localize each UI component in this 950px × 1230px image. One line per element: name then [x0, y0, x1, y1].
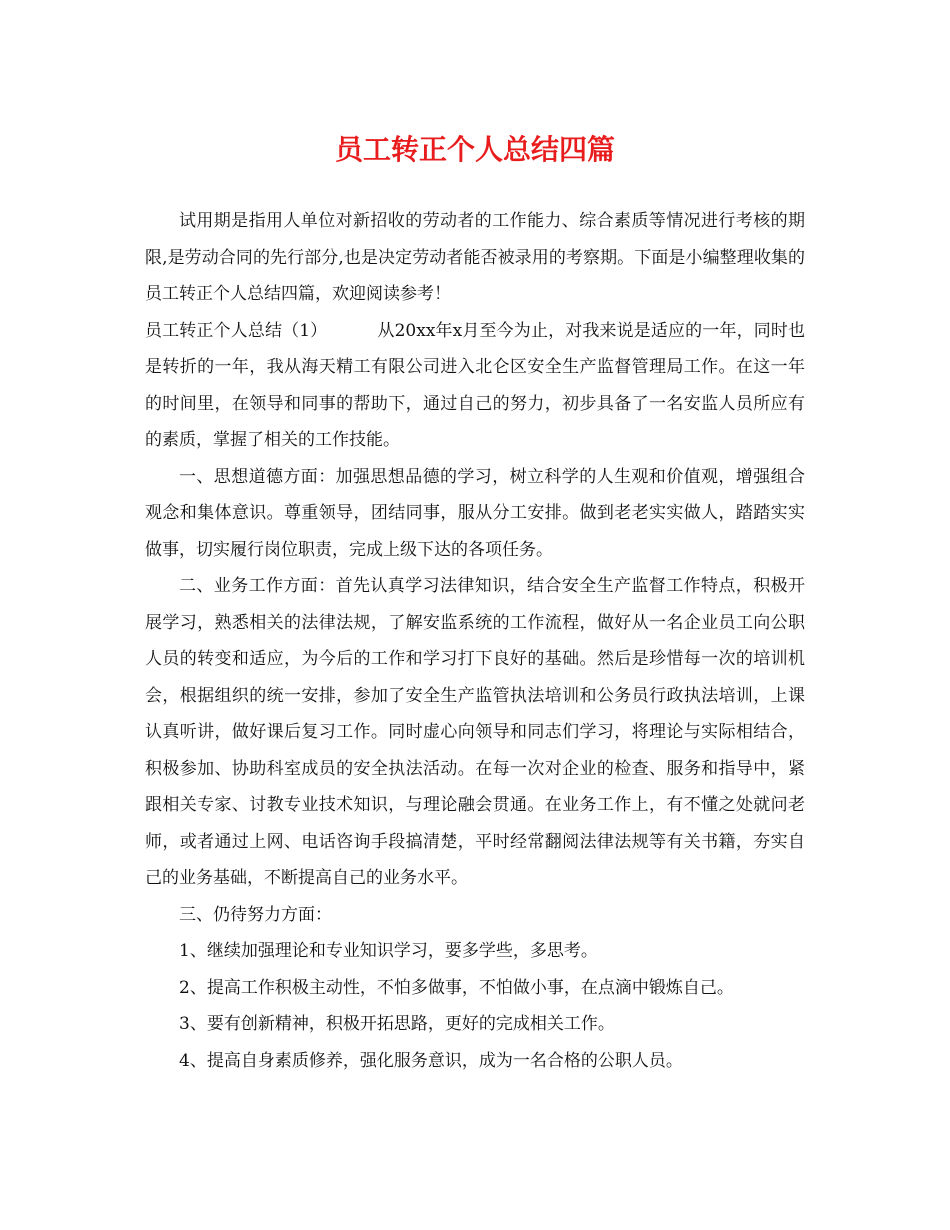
- effort-item-4: 4、提高自身素质修养，强化服务意识，成为一名合格的公职人员。: [179, 1050, 683, 1071]
- ideology-paragraph: 一、思想道德方面：加强思想品德的学习，树立科学的人生观和价值观，增强组合观念和集体意识。尊重领导，团结同事，服从分工安排。做到老老实实做人，踏踏实实做事，切实履行岗位职责，完成上级下达的各项任务。: [145, 466, 805, 560]
- section-1-lead: 从20xx年x月至今为止，对我来说是适应的一年，同时也是转折的一年，我从海天精工有限公司进入北仑区安全生产监督管理局工作。在这一年的时间里，在领导和同事的帮助下，通过自己的努力，初步具备了一名安监人员所应有的素质，掌握了相关的工作技能。: [145, 320, 805, 450]
- intro-paragraph: 试用期是指用人单位对新招收的劳动者的工作能力、综合素质等情况进行考核的期限,是劳动合同的先行部分,也是决定劳动者能否被录用的考察期。下面是小编整理收集的员工转正个人总结四篇，欢迎阅读参考！: [145, 211, 805, 304]
- document-body: [145, 203, 805, 1079]
- effort-item-3: 3、要有创新精神，积极开拓思路，更好的完成相关工作。: [179, 1014, 615, 1034]
- document-title: 员工转正个人总结四篇: [334, 133, 615, 166]
- effort-heading: 三、仍待努力方面：: [179, 904, 332, 925]
- effort-item-1: 1、继续加强理论和专业知识学习，要多学些，多思考。: [179, 941, 598, 961]
- business-paragraph: 二、业务工作方面：首先认真学习法律知识，结合安全生产监督工作特点，积极开展学习，熟悉相关的法律法规，了解安监系统的工作流程，做好从一名企业员工向公职人员的转变和适应，为今后的工作和学习打下良好的基础。然后是珍惜每一次的培训机会，根据组织的统一安排，参加了安全生产监管执法培训和公务员行政执法培训，上课认真听讲，做好课后复习工作。同时虚心向领导和同志们学习，将理论与实际相结合，积极参加、协助科室成员的安全执法活动。在每一次对企业的检查、服务和指导中，紧跟相关专家、讨教专业技术知识，与理论融会贯通。在业务工作上，有不懂之处就问老师，或者通过上网、电话咨询手段搞清楚，平时经常翻阅法律法规等有关书籍，夯实自己的业务基础，不断提高自己的业务水平。: [145, 576, 805, 888]
- section-1-heading: 员工转正个人总结（1）: [145, 320, 328, 341]
- section-1-paragraph: [145, 313, 805, 459]
- effort-item-2: 2、提高工作积极主动性，不怕多做事，不怕做小事，在点滴中锻炼自己。: [179, 977, 734, 998]
